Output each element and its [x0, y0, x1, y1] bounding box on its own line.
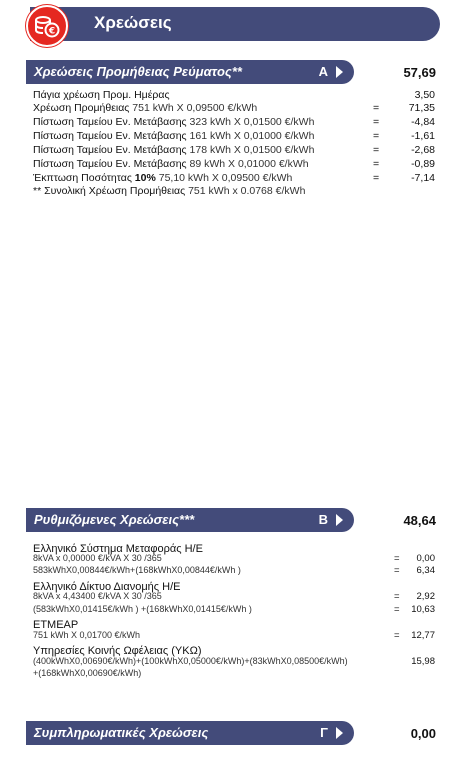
regulated-line-text: +(168kWhX0,00690€/kWh) [33, 668, 142, 678]
footnote-detail: 751 kWh x 0.0768 €/kWh [188, 185, 306, 197]
regulated-line-equals: = [394, 553, 400, 564]
charge-detail: 323 kWh X 0,01500 €/kWh [189, 116, 315, 128]
group-heading: Ελληνικό Δίκτυο Διανομής Η/Ε [33, 581, 181, 593]
charge-equals: = [373, 144, 380, 156]
charge-detail: 751 kWh X 0,09500 €/kWh [132, 102, 258, 114]
charge-row [33, 102, 435, 114]
regulated-line-text: 583kWhX0,00844€/kWh+(168kWhX0,00844€/kWh ) [33, 565, 241, 575]
regulated-line-text: (583kWhX0,01415€/kWh ) +(168kWhX0,01415€/kWh ) [33, 604, 252, 614]
regulated-group-heading [33, 615, 435, 631]
section-a-letter: Α [318, 64, 328, 79]
charge-row [33, 130, 435, 142]
charge-label: Πίστωση Ταμείου Εν. Μετάβασης [33, 116, 187, 128]
charge-value: -2,68 [411, 144, 435, 156]
charge-equals: = [373, 102, 380, 114]
svg-text:€: € [48, 26, 56, 37]
charge-label: Πίστωση Ταμείου Εν. Μετάβασης [33, 130, 187, 142]
regulated-line [33, 668, 435, 680]
section-a-total: 57,69 [403, 65, 436, 80]
regulated-group-heading [33, 641, 435, 657]
regulated-line-value: 10,63 [411, 604, 435, 615]
regulated-line-text: 8kVA x 0,00000 €/kVA X 30 /365 [33, 553, 162, 563]
charge-row [33, 158, 435, 170]
regulated-line [33, 591, 435, 603]
charge-label-bold: 10% [134, 172, 156, 184]
charge-detail: 161 kWh X 0,01000 €/kWh [189, 130, 315, 142]
charge-label: Έκπτωση Ποσότητας [33, 172, 132, 184]
section-b-header[interactable] [26, 508, 354, 532]
group-heading: Υπηρεσίες Κοινής Ωφέλειας (ΥΚΩ) [33, 645, 202, 657]
charge-label: Πάγια χρέωση Προμ. Ημέρας [33, 89, 170, 101]
section-b-letter: Β [318, 512, 328, 527]
page-header-bar [30, 7, 440, 41]
section-b-total: 48,64 [403, 513, 436, 528]
charge-label: Χρέωση Προμήθειας [33, 102, 130, 114]
charge-value: 3,50 [414, 89, 435, 101]
regulated-line-equals: = [394, 604, 400, 615]
section-a-arrow-icon [336, 66, 343, 78]
supply-footnote [33, 185, 435, 197]
regulated-line-equals: = [394, 565, 400, 576]
regulated-line [33, 553, 435, 565]
regulated-group-heading [33, 539, 435, 555]
regulated-line-value: 12,77 [411, 630, 435, 641]
regulated-line-equals: = [394, 630, 400, 641]
charge-value: -4,84 [411, 116, 435, 128]
charge-value: -1,61 [411, 130, 435, 142]
group-heading: Ελληνικό Σύστημα Μεταφοράς Η/Ε [33, 543, 203, 555]
charge-equals: = [373, 130, 380, 142]
regulated-line [33, 656, 435, 668]
charge-row [33, 144, 435, 156]
charge-value: -0,89 [411, 158, 435, 170]
section-b-title: Ρυθμιζόμενες Χρεώσεις*** [34, 512, 195, 527]
regulated-line-text: 8kVA x 4,43400 €/kVA X 30 /365 [33, 591, 162, 601]
charges-logo-icon [26, 5, 68, 47]
charge-detail: 178 kWh X 0,01500 €/kWh [189, 144, 315, 156]
regulated-line-equals: = [394, 591, 400, 602]
charge-detail: 75,10 kWh X 0,09500 €/kWh [158, 172, 293, 184]
charge-value: 71,35 [408, 102, 435, 114]
charge-label: Πίστωση Ταμείου Εν. Μετάβασης [33, 144, 187, 156]
section-c-title: Συμπληρωματικές Χρεώσεις [34, 725, 209, 740]
section-c-arrow-icon [336, 727, 343, 739]
charge-label: Πίστωση Ταμείου Εν. Μετάβασης [33, 158, 187, 170]
charge-equals: = [373, 116, 380, 128]
section-c-total: 0,00 [410, 726, 436, 741]
charge-row [33, 116, 435, 128]
regulated-line-value: 2,92 [416, 591, 435, 602]
section-b-arrow-icon [336, 514, 343, 526]
section-a-header[interactable] [26, 60, 354, 84]
charge-value: -7,14 [411, 172, 435, 184]
regulated-group-heading [33, 577, 435, 593]
regulated-line-value: 6,34 [416, 565, 435, 576]
page-title: Χρεώσεις [94, 13, 172, 32]
regulated-line-text: (400kWhX0,00690€/kWh)+(100kWhX0,05000€/kWh)+(83kWhX0,08500€/kWh) [33, 656, 348, 666]
charge-row [33, 89, 435, 101]
section-c-header[interactable] [26, 721, 354, 745]
charge-detail: 89 kWh X 0,01000 €/kWh [189, 158, 309, 170]
regulated-line-text: 751 kWh X 0,01700 €/kWh [33, 630, 141, 640]
regulated-line [33, 565, 435, 577]
charge-row [33, 172, 435, 184]
regulated-line-value: 0,00 [416, 553, 435, 564]
charge-equals: = [373, 172, 380, 184]
section-a-title: Χρεώσεις Προμήθειας Ρεύματος** [34, 64, 242, 79]
footnote-label: ** Συνολική Χρέωση Προμήθειας [33, 185, 186, 197]
regulated-line-value: 15,98 [411, 656, 435, 667]
section-c-letter: Γ [320, 725, 328, 740]
charge-equals: = [373, 158, 380, 170]
group-heading: ΕΤΜΕΑΡ [33, 619, 79, 631]
